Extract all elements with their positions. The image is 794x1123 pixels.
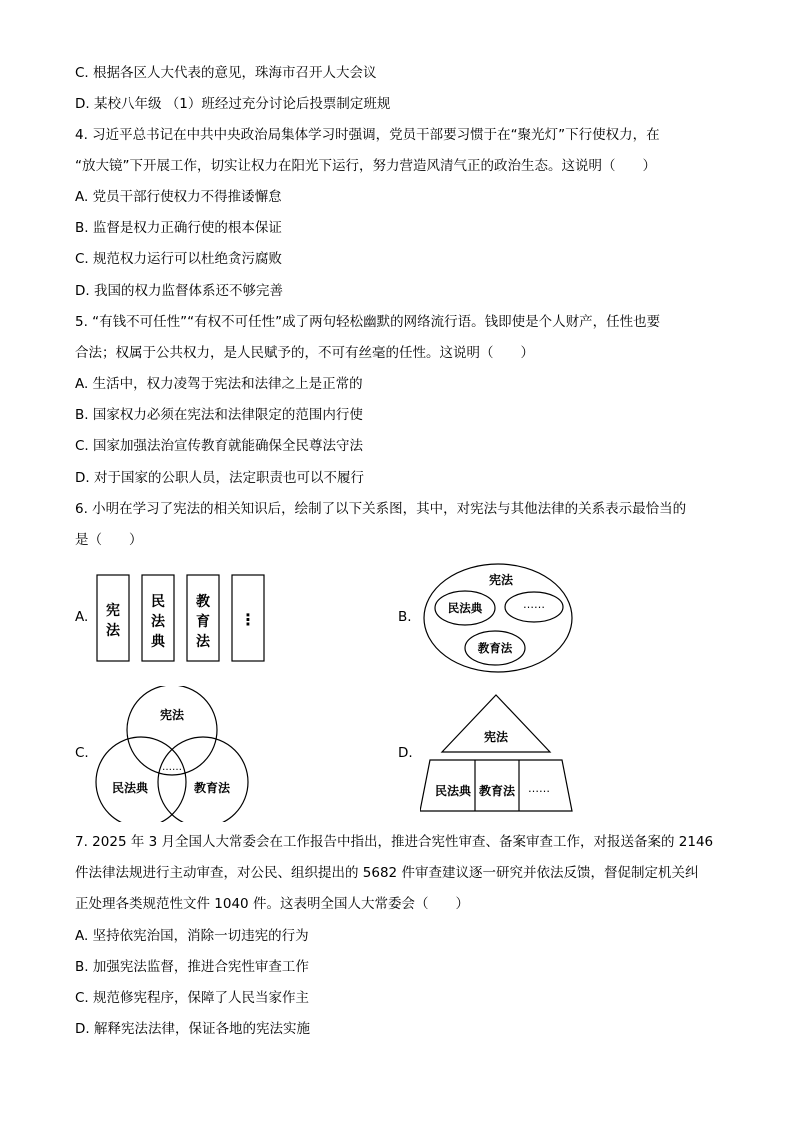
venn-top-label: 宪法 — [159, 708, 185, 722]
q7-option-c: C. 规范修宪程序，保障了人民当家作主 — [75, 990, 310, 1006]
box4-ellipsis: ⋮ — [240, 610, 256, 629]
box3-char3: 法 — [196, 634, 210, 650]
q5-option-a: A. 生活中，权力凌驾于宪法和法律之上是正常的 — [75, 376, 363, 392]
q4-option-a: A. 党员干部行使权力不得推诿懈怠 — [75, 189, 282, 205]
diagram-a-boxes — [90, 570, 270, 666]
venn-left-label: 民法典 — [111, 781, 149, 795]
education-law-label: 教育法 — [477, 641, 513, 655]
pyramid-cell3-label: …… — [528, 782, 550, 795]
q7-stem-line2: 件法律法规进行主动审查，对公民、组织提出的 5682 件审查建议逐一研究并依法反馈，督促制定机关纠 — [75, 865, 699, 881]
q4-option-d: D. 我国的权力监督体系还不够完善 — [75, 283, 283, 299]
q3-option-d: D. 某校八年级 （1）班经过充分讨论后投票制定班规 — [75, 96, 391, 112]
q5-option-d: D. 对于国家的公职人员，法定职责也可以不履行 — [75, 470, 364, 486]
box2-char3: 典 — [151, 634, 165, 650]
box1-char1: 宪 — [106, 603, 120, 619]
box2-char2: 法 — [151, 614, 165, 630]
diagram-c-venn — [90, 686, 255, 822]
q7-option-b: B. 加强宪法监督，推进合宪性审查工作 — [75, 959, 309, 975]
q7-option-a: A. 坚持依宪治国，消除一切违宪的行为 — [75, 928, 309, 944]
q6-stem-line2: 是（ ） — [75, 532, 143, 548]
q5-option-b: B. 国家权力必须在宪法和法律限定的范围内行使 — [75, 407, 363, 423]
q7-stem-line3: 正处理各类规范性文件 1040 件。这表明全国人大常委会（ ） — [75, 896, 469, 912]
q6-option-d-label: D. — [398, 745, 413, 761]
diagram-d-pyramid — [420, 690, 580, 816]
q5-stem-line2: 合法；权属于公共权力，是人民赋予的，不可有丝毫的任性。这说明（ ） — [75, 345, 534, 361]
diagram-b-nested-ellipses — [415, 560, 580, 676]
box3-char2: 育 — [196, 614, 210, 630]
box1-char2: 法 — [106, 623, 120, 639]
q4-stem-line1: 4. 习近平总书记在中共中央政治局集体学习时强调，党员干部要习惯于在“聚光灯”下行使权力，在 — [75, 127, 660, 143]
q5-option-c: C. 国家加强法治宣传教育就能确保全民尊法守法 — [75, 438, 364, 454]
circle-education-law — [158, 737, 248, 822]
q4-option-c: C. 规范权力运行可以杜绝贪污腐败 — [75, 251, 283, 267]
q7-stem-line1: 7. 2025 年 3 月全国人大常委会在工作报告中指出，推进合宪性审查、备案审查工作，对报送备案的 2146 — [75, 834, 714, 850]
q4-option-b: B. 监督是权力正确行使的根本保证 — [75, 220, 282, 236]
outer-label: 宪法 — [488, 573, 514, 587]
pyramid-cell2-label: 教育法 — [478, 784, 516, 798]
q7-option-d: D. 解释宪法法律，保证各地的宪法实施 — [75, 1021, 310, 1037]
ellipsis-label: …… — [523, 598, 545, 611]
venn-center-label: …… — [162, 762, 182, 773]
q3-option-c: C. 根据各区人大代表的意见，珠海市召开人大会议 — [75, 65, 377, 81]
q6-stem-line1: 6. 小明在学习了宪法的相关知识后，绘制了以下关系图，其中，对宪法与其他法律的关系表示最恰当的 — [75, 501, 687, 517]
q6-option-b-label: B. — [398, 609, 412, 625]
q6-option-a-label: A. — [75, 609, 89, 625]
venn-right-label: 教育法 — [193, 781, 231, 795]
box3-char1: 教 — [196, 594, 210, 610]
pyramid-cell1-label: 民法典 — [434, 784, 472, 798]
q5-stem-line1: 5. “有钱不可任性”“有权不可任性”成了两句轻松幽默的网络流行语。钱即使是个人财产，任性也要 — [75, 314, 661, 330]
q4-stem-line2: “放大镜”下开展工作，切实让权力在阳光下运行，努力营造风清气正的政治生态。这说明（ ） — [75, 158, 656, 174]
circle-civil-code — [96, 737, 186, 822]
box2-char1: 民 — [151, 594, 165, 610]
q6-option-c-label: C. — [75, 745, 89, 761]
civil-code-label: 民法典 — [447, 601, 483, 615]
pyramid-top-label: 宪法 — [483, 730, 509, 744]
